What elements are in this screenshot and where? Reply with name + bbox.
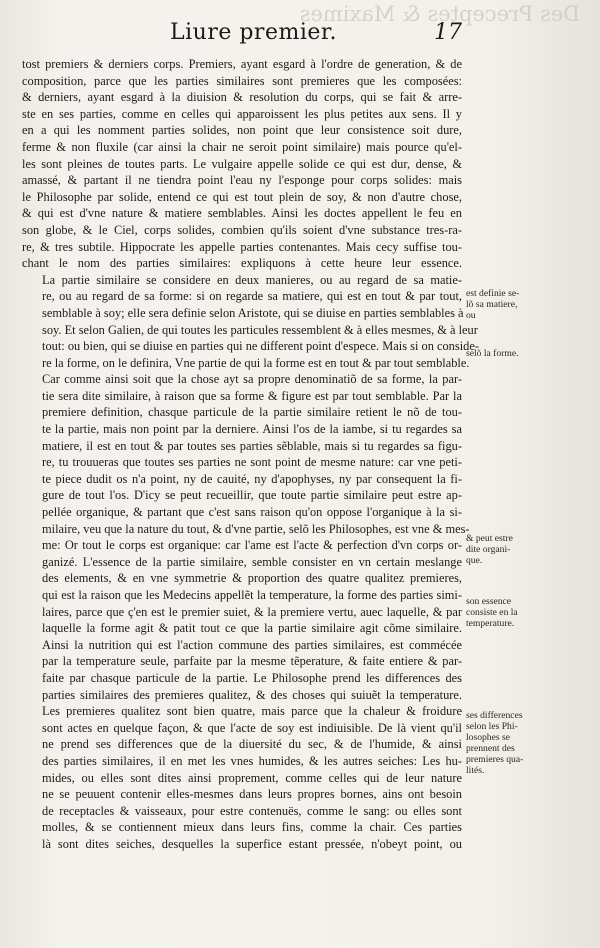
text-line: Car comme ainsi soit que la chose ayt sa propre denominatiõ de sa forme, la par- bbox=[42, 372, 462, 387]
margin-note bbox=[466, 348, 562, 359]
margin-note-line: ses differences bbox=[466, 710, 523, 721]
margin-note-line: son essence bbox=[466, 596, 512, 607]
margin-note-line: que. bbox=[466, 555, 483, 566]
margin-note bbox=[466, 596, 562, 629]
text-line: composition, parce que les parties similaires sont premieres que les composées: bbox=[22, 73, 462, 88]
margin-note-line: est definie se- bbox=[466, 288, 520, 299]
text-line: molles, & se contiennent mieux dans leurs fins, comme la chair. Ces parties bbox=[42, 820, 462, 835]
text-line: pellée organique, & partant que c'est sans raison qu'on oppose l'organique à la si- bbox=[42, 505, 462, 520]
margin-note bbox=[466, 288, 562, 321]
text-line: matiere, il est en tout & par toutes ses parties sẽblable, mais si tu regardes sa figu- bbox=[42, 438, 462, 453]
running-head bbox=[0, 20, 600, 54]
text-line: Les premieres qualitez sont bien quatre, mais parce que la chaleur & froidure bbox=[42, 704, 462, 719]
text-line: La partie similaire se considere en deux manieres, ou au regard de sa matie- bbox=[42, 272, 462, 287]
bleed-through-text: Des Preceptes & Maximes bbox=[299, 2, 580, 26]
text-line: ne se peuuent contenir elles-mesmes dans leurs propres bornes, ains ont besoin bbox=[42, 787, 462, 802]
text-line: te piece dudit os n'a point, ny de cauité, ny d'apophyses, ny par consequent la fi- bbox=[42, 471, 462, 486]
text-line: tie sera dite similaire, à raison que sa forme & figure est par tout semblable. Par la bbox=[42, 388, 462, 403]
text-line: re la forme, on le definira, Vne partie de qui la forme est en tout & par tout semblable. bbox=[42, 355, 470, 370]
text-line: ne prend ses differences que de la diuersité du sec, & de l'humide, & ainsi bbox=[42, 737, 462, 752]
text-line: faite par chasque particule de la partie. Le Philosophe prend les differences des bbox=[42, 670, 462, 685]
text-line: mides, ou elles sont dites ainsi proprement, comme celles qui de leur nature bbox=[42, 770, 462, 785]
paragraph-1 bbox=[22, 56, 462, 272]
text-line: tout: ou bien, qui se diuise en parties qui ne different point d'espece. Mais si on conside- bbox=[42, 339, 479, 354]
margin-note-line: selon les Phi- bbox=[466, 721, 518, 732]
margin-note-line: losophes se bbox=[466, 732, 510, 743]
text-line: soy. Et selon Galien, de qui toutes les particules ressemblent & à elles mesmes, & à leur bbox=[42, 322, 478, 337]
text-line: semblable à soy; elle sera definie selon Aristote, qui se diuise en parties semblables à bbox=[42, 305, 464, 320]
text-line: re, tu trouueras que toutes ses parties ne sont point de mesme nature: car vne peti- bbox=[42, 455, 462, 470]
text-line: re, & tres subtile. Hippocrate les appelle parties contenantes. Mais cecy suffise tou- bbox=[22, 239, 462, 254]
text-line: tost premiers & derniers corps. Premiers, ayant esgard à l'ordre de generation, & de bbox=[22, 57, 462, 71]
text-line: laires, parce que ç'en est le premier suiet, & la premiere vertu, auec laquelle, & par bbox=[42, 604, 462, 619]
text-line: laquelle la forme agit & patit tout ce que la partie similaire agit cõme similaire. bbox=[42, 621, 462, 636]
text-line: Ainsi la nutrition qui est l'action commune des parties similaires, est commécée bbox=[42, 637, 462, 652]
margin-note bbox=[466, 710, 562, 776]
chapter-title: Liure premier. bbox=[170, 20, 337, 45]
text-line: parties similaires des premieres qualitez, & des choses qui suiuẽt la temperature. bbox=[42, 687, 462, 702]
text-line: son globe, & le Ciel, corps solides, combien qu'ils soient d'vne substance tres-ra- bbox=[22, 222, 462, 237]
text-line: des elements, & en vne symmetrie & proportion des quatre qualitez premieres, bbox=[42, 571, 462, 586]
margin-note-line: ou bbox=[466, 310, 476, 321]
text-line: chant le nom des parties similaires: expliquons à cette heure leur essence. bbox=[22, 256, 462, 271]
text-line: de receptacles & vaisseaux, pour estre contenuës, comme le sang: ou elles sont bbox=[42, 803, 462, 818]
margin-note-line: dite organi- bbox=[466, 544, 511, 555]
margin-note bbox=[466, 533, 562, 566]
text-line: le Philosophe par solide, entend ce qui est tout plein de soy, & non d'autre chose, bbox=[22, 189, 462, 204]
margin-note-line: prennent des bbox=[466, 743, 515, 754]
text-line: premiere definition, chasque particule de la partie similaire retient le nõ de tou- bbox=[42, 405, 462, 420]
text-line: & derniers, ayant esgard à la diuision & resolution du corps, qui se fait & arre- bbox=[22, 90, 462, 105]
margin-note-line: lõ sa matiere, bbox=[466, 299, 518, 310]
margin-note-line: & peut estre bbox=[466, 533, 513, 544]
text-line: qui est la raison que les Medecins appellẽt la temperature, la forme des parties simi- bbox=[42, 588, 462, 602]
margin-note-line: consiste en la bbox=[466, 607, 518, 618]
text-line: re, ou au regard de sa forme: si on regarde sa matiere, qui est en tout & par tout, bbox=[42, 289, 462, 304]
text-line: ganizé. L'essence de la partie similaire, semble consister en vn certain meslange bbox=[42, 554, 462, 569]
margin-note-line: temperature. bbox=[466, 618, 515, 629]
text-line: me: Or tout le corps est organique: car l'ame est l'acte & perfection d'vn corps or- bbox=[42, 538, 462, 553]
margin-note-line: selõ la forme. bbox=[466, 348, 519, 359]
text-line: ste en ses parties, comme en celles qui apparoissent les plus petites aux sens. Il y bbox=[22, 106, 462, 121]
text-line: en a qui les nomment parties solides, non point que leur consistence soit dure, bbox=[22, 123, 462, 138]
margin-note-line: lités. bbox=[466, 765, 485, 776]
text-line: sont actes en quelque façon, & que l'acte de soy est indiuisible. De là vient qu'il bbox=[42, 720, 462, 735]
text-line: par la temperature seule, parfaite par la mesme tẽperature, & faite entiere & par- bbox=[42, 654, 462, 669]
text-line: gure de tout l'os. D'icy se peut recueillir, que toute partie similaire peut estre ap- bbox=[42, 488, 462, 503]
page-number: 17 bbox=[434, 20, 462, 45]
text-line: milaire, veu que la nature du tout, & d'vne partie, selõ les Philosophes, est vne & mes- bbox=[42, 521, 470, 536]
text-line: & qui est d'vne nature & matiere semblables. Ainsi les doctes appellent le feu en bbox=[22, 206, 462, 221]
text-line: ferme & non fluxile (car ainsi la chair ne seroit point similaire) mais pource qu'el- bbox=[22, 139, 462, 154]
text-line: te la partie, mais non point par la derniere. Ainsi l'os de la iambe, si tu regardes sa bbox=[42, 422, 462, 437]
margin-note-line: premieres qua- bbox=[466, 754, 524, 765]
text-line: amassé, & partant il ne tiendra point l'eau ny l'esponge pour corps solides: mais bbox=[22, 173, 462, 188]
text-line: là sont dites seiches, desquelles la superfice estant pressée, n'obeyt point, ou bbox=[42, 836, 462, 851]
text-line: des parties similaires, il en met les vnes humides, & les autres seiches: Les hu- bbox=[42, 753, 462, 768]
text-line: les sont pleines de toutes parts. Le vulgaire appelle solide ce qui est dur, dense, & bbox=[22, 156, 462, 171]
